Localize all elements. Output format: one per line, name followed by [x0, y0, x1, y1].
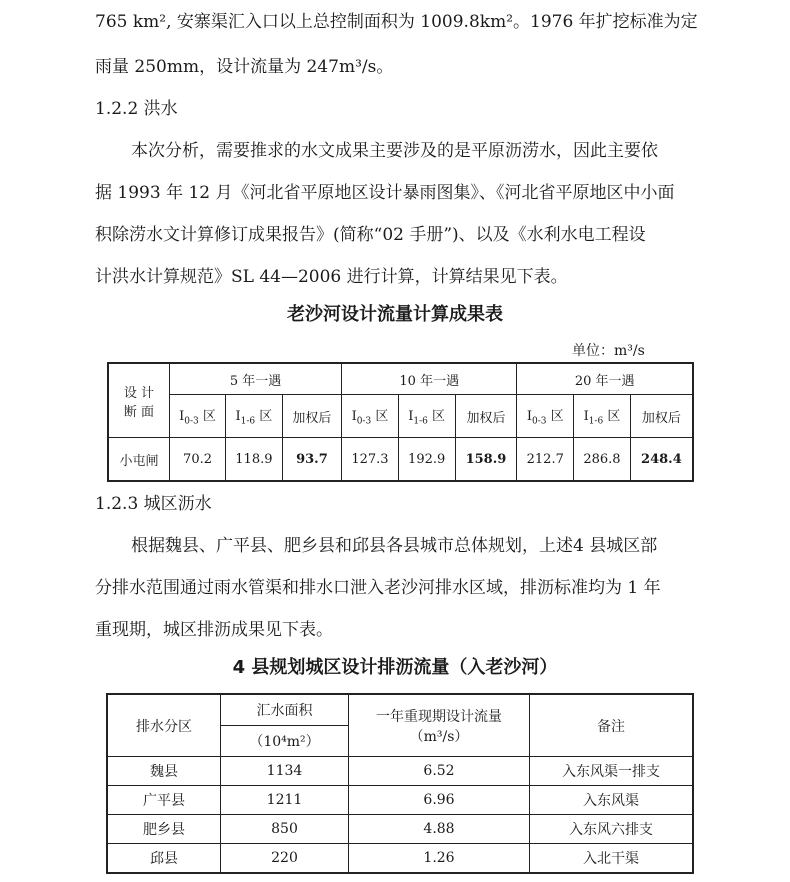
urban-drainage-table: [106, 693, 694, 874]
area-cell: 1211: [221, 786, 349, 815]
area-cell: 850: [221, 815, 349, 844]
note-cell: 入北干渠: [530, 844, 694, 874]
area-header-cell: 汇水面积: [221, 694, 349, 726]
table-row: [107, 757, 693, 786]
period-header-cell: 5 年一遇: [170, 363, 342, 395]
corner-header-cell: [108, 363, 170, 438]
flow-cell: 6.96: [349, 786, 530, 815]
subheader-cell: $I_{1-6}$ 区: [398, 395, 455, 438]
zone-header-cell: 排水分区: [107, 694, 221, 757]
table-row: [107, 694, 693, 726]
subheader-cell: $I_{0-3}$ 区: [170, 395, 226, 438]
section-heading-1-2-2: 1.2.2 洪水: [95, 99, 178, 119]
design-flow-table: [107, 362, 694, 482]
note-cell: 入东风渠一排支: [530, 757, 694, 786]
table-row: [108, 395, 693, 438]
value-cell: 118.9: [226, 438, 283, 482]
flow-cell: 6.52: [349, 757, 530, 786]
table-row: [108, 363, 693, 395]
paragraph-line: 计洪水计算规范》SL 44—2006 进行计算，计算结果见下表。: [95, 267, 568, 287]
zone-cell: 邱县: [107, 844, 221, 874]
table-row: [107, 815, 693, 844]
flow-header-label: 一年重现期设计流量: [376, 708, 502, 725]
station-cell: 小屯闸: [108, 438, 170, 482]
subheader-cell: 加权后: [455, 395, 517, 438]
flow-unit-label: （m³/s）: [409, 728, 469, 745]
paragraph-line: 本次分析，需要推求的水文成果主要涉及的是平原沥涝水，因此主要依: [131, 141, 658, 161]
paragraph-line: 重现期，城区排沥成果见下表。: [95, 620, 333, 640]
table-row: [107, 844, 693, 874]
paragraph-line: 积除涝水文计算修订成果报告》(简称“02 手册”)、以及《水利水电工程设: [95, 225, 646, 245]
subheader-cell: $I_{1-6}$ 区: [226, 395, 283, 438]
area-unit-cell: （10⁴m²）: [221, 726, 349, 757]
corner-label: 断 面: [123, 404, 155, 420]
period-header-cell: 20 年一遇: [517, 363, 693, 395]
subheader-cell: $I_{1-6}$ 区: [574, 395, 631, 438]
value-cell: 192.9: [398, 438, 455, 482]
area-cell: 220: [221, 844, 349, 874]
subheader-cell: 加权后: [630, 395, 693, 438]
note-header-cell: 备注: [530, 694, 694, 757]
table1-title: 老沙河设计流量计算成果表: [287, 304, 503, 325]
paragraph-line: 765 km², 安寨渠汇入口以上总控制面积为 1009.8km²。1976 年扩挖标准为定: [95, 12, 698, 32]
paragraph-line: 分排水范围通过雨水管渠和排水口泄入老沙河排水区域，排沥标准均为 1 年: [95, 578, 661, 598]
table2-title: 4 县规划城区设计排沥流量（入老沙河）: [232, 657, 558, 678]
value-cell: 70.2: [170, 438, 226, 482]
area-cell: 1134: [221, 757, 349, 786]
paragraph-line: 根据魏县、广平县、肥乡县和邱县各县城市总体规划，上述4 县城区部: [131, 536, 658, 556]
zone-cell: 肥乡县: [107, 815, 221, 844]
table1-unit: 单位：m³/s: [572, 343, 645, 359]
corner-label: 设 计: [123, 385, 155, 401]
paragraph-line: 雨量 250mm，设计流量为 247m³/s。: [95, 57, 394, 77]
subheader-cell: $I_{0-3}$ 区: [342, 395, 399, 438]
section-heading-1-2-3: 1.2.3 城区沥水: [95, 494, 212, 514]
subheader-cell: 加权后: [282, 395, 341, 438]
value-cell: 212.7: [517, 438, 574, 482]
period-header-cell: 10 年一遇: [342, 363, 517, 395]
flow-cell: 4.88: [349, 815, 530, 844]
table-row: [107, 786, 693, 815]
zone-cell: 魏县: [107, 757, 221, 786]
value-cell: 286.8: [574, 438, 631, 482]
note-cell: 入东风六排支: [530, 815, 694, 844]
paragraph-line: 据 1993 年 12 月《河北省平原地区设计暴雨图集》、《河北省平原地区中小面: [95, 183, 675, 203]
weighted-value-cell: 93.7: [282, 438, 341, 482]
flow-cell: 1.26: [349, 844, 530, 874]
subheader-cell: $I_{0-3}$ 区: [517, 395, 574, 438]
flow-header-cell: [349, 694, 530, 757]
zone-cell: 广平县: [107, 786, 221, 815]
note-cell: 入东风渠: [530, 786, 694, 815]
weighted-value-cell: 158.9: [455, 438, 517, 482]
value-cell: 127.3: [342, 438, 399, 482]
weighted-value-cell: 248.4: [630, 438, 693, 482]
table-row: [108, 438, 693, 482]
